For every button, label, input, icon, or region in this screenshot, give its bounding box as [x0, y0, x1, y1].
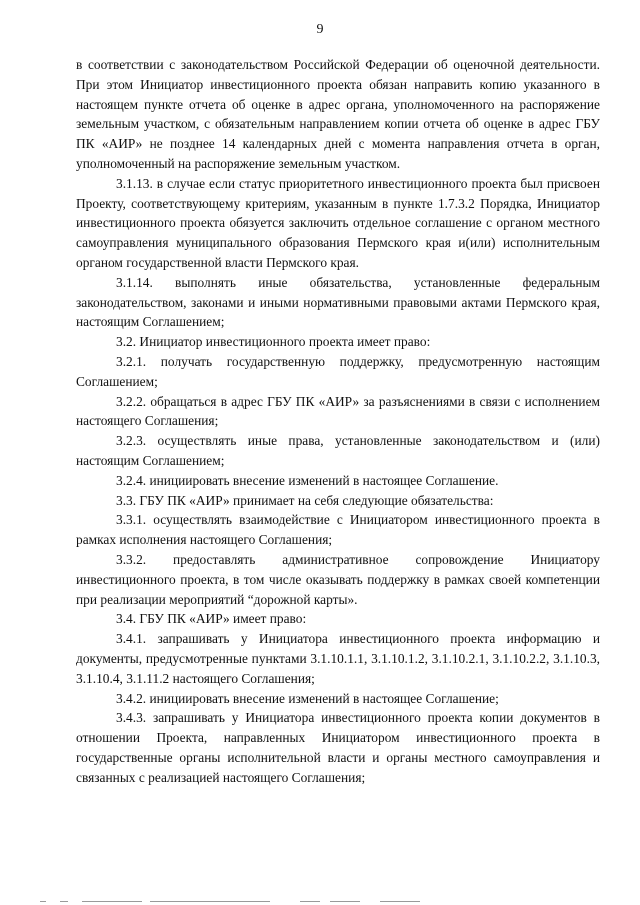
document-body: [76, 55, 600, 787]
paragraph-3-4-1: 3.4.1. запрашивать у Инициатора инвестиционного проекта информацию и документы, предусмотренные пунктами 3.1.10.1.1, 3.1.10.1.2, 3.1.10.2.1, 3.1.10.2.2, 3.1.10.3, 3.1.10.4, 3.1.11.2 настоящего Соглашения;: [76, 631, 600, 686]
paragraph-continuation: в соответствии с законодательством Российской Федерации об оценочной деятельности. При этом Инициатор инвестиционного проекта обязан направить копию указанного в настоящем пункте отчета об оценке в адрес органа, уполномоченного на распоряжение земельным участком, с обязательным направлением копии отчета об оценке в адрес ГБУ ПК «АИР» не позднее 14 календарных дней с момента направления отчета в орган, уполномоченный на распоряжение земельным участком.: [76, 57, 600, 171]
paragraph-3-2-4: 3.2.4. инициировать внесение изменений в настоящее Соглашение.: [116, 472, 499, 488]
paragraph-3-4-3: 3.4.3. запрашивать у Инициатора инвестиционного проекта копии документов в отношении Проекта, направленных Инициатором инвестиционного проекта в государственные органы исполнительной власти и органы местного самоуправления и связанных с реализацией настоящего Соглашения;: [76, 710, 600, 785]
paragraph-3-4: 3.4. ГБУ ПК «АИР» имеет право:: [116, 611, 307, 627]
paragraph-3-1-13: 3.1.13. в случае если статус приоритетного инвестиционного проекта был присвоен Проекту, соответствующему критериям, указанным в пункте 1.7.3.2 Порядка, Инициатор инвестиционного проекта обязуется заключить отдельное соглашение с органом местного самоуправления муниципального образования Пермского края и(или) исполнительным органом государственной власти Пермского края.: [76, 175, 600, 270]
paragraph-3-2-3: 3.2.3. осуществлять иные права, установленные законодательством и (или) настоящим Соглашением;: [76, 433, 600, 468]
paragraph-3-2-2: 3.2.2. обращаться в адрес ГБУ ПК «АИР» за разъяснениями в связи с исполнением настоящего Соглашения;: [76, 393, 600, 429]
paragraph-3-1-14: 3.1.14. выполнять иные обязательства, установленные федеральным законодательством, законами и иными нормативными правовыми актами Пермского края, настоящим Соглашением;: [76, 274, 600, 330]
paragraph-3-2: 3.2. Инициатор инвестиционного проекта имеет право:: [116, 334, 431, 350]
paragraph-3-3-2: 3.3.2. предоставлять административное сопровождение Инициатору инвестиционного проекта, в том числе оказывать поддержку в рамках своей компетенции при реализации мероприятий “дорожной карты».: [76, 551, 600, 607]
paragraph-3-3: 3.3. ГБУ ПК «АИР» принимает на себя следующие обязательства:: [116, 492, 494, 508]
paragraph-3-2-1: 3.2.1. получать государственную поддержку, предусмотренную настоящим Соглашением;: [76, 353, 600, 389]
paragraph-3-4-2: 3.4.2. инициировать внесение изменений в настоящее Соглашение;: [116, 690, 499, 706]
page-number: 9: [316, 22, 324, 37]
paragraph-3-3-1: 3.3.1. осуществлять взаимодействие с Инициатором инвестиционного проекта в рамках исполнения настоящего Соглашения;: [76, 512, 600, 548]
scan-edge-artifact: [0, 897, 640, 905]
